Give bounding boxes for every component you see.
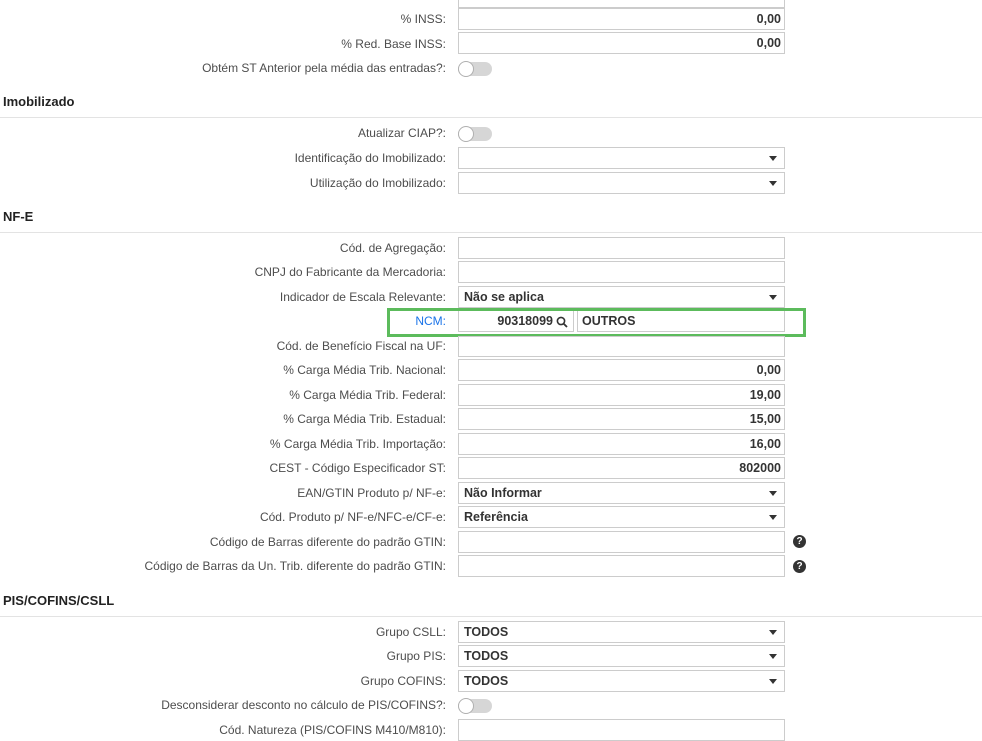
red-base-inss-label: % Red. Base INSS:	[341, 37, 446, 51]
section-pis-cofins-title: PIS/COFINS/CSLL	[3, 593, 115, 608]
chevron-down-icon	[769, 630, 777, 635]
carga-estadual-input[interactable]	[458, 408, 785, 430]
ncm-description-value: OUTROS	[582, 314, 636, 328]
agregacao-label: Cód. de Agregação:	[339, 241, 446, 255]
chevron-down-icon	[769, 491, 777, 496]
cod-produto-select[interactable]	[458, 506, 785, 528]
carga-importacao-label: % Carga Média Trib. Importação:	[269, 437, 446, 451]
chevron-down-icon	[769, 156, 777, 161]
atualizar-ciap-toggle[interactable]	[458, 127, 492, 141]
beneficio-fiscal-input[interactable]	[458, 336, 785, 357]
desconsiderar-desconto-toggle[interactable]	[458, 699, 492, 713]
utilizacao-imobilizado-label: Utilização do Imobilizado:	[309, 176, 446, 190]
cod-produto-label: Cód. Produto p/ NF-e/NFC-e/CF-e:	[259, 510, 446, 524]
ean-gtin-value: Não Informar	[464, 486, 542, 500]
identificacao-imobilizado-select[interactable]	[458, 147, 785, 169]
carga-estadual-label: % Carga Média Trib. Estadual:	[283, 412, 446, 426]
st-anterior-toggle[interactable]	[458, 62, 492, 76]
ncm-link[interactable]: NCM:	[415, 314, 446, 328]
carga-nacional-input[interactable]	[458, 359, 785, 381]
utilizacao-imobilizado-select[interactable]	[458, 172, 785, 194]
red-base-inss-input[interactable]	[458, 32, 785, 54]
help-icon[interactable]: ?	[793, 560, 806, 573]
section-nfe-title: NF-E	[3, 209, 34, 224]
grupo-csll-label: Grupo CSLL:	[375, 625, 446, 639]
inss-value: 0,00	[756, 12, 781, 26]
cest-input[interactable]	[458, 457, 785, 479]
top-partial-field[interactable]	[458, 0, 785, 8]
identificacao-imobilizado-label: Identificação do Imobilizado:	[294, 151, 446, 165]
carga-importacao-value: 16,00	[749, 437, 781, 451]
toggle-knob	[458, 126, 474, 142]
grupo-csll-value: TODOS	[464, 625, 509, 639]
cest-value: 802000	[739, 461, 781, 475]
cnpj-fabricante-label: CNPJ do Fabricante da Mercadoria:	[254, 265, 446, 279]
grupo-pis-value: TODOS	[464, 649, 509, 663]
carga-federal-input[interactable]	[458, 384, 785, 406]
toggle-knob	[458, 698, 474, 714]
section-divider	[0, 117, 982, 118]
section-imobilizado-title: Imobilizado	[3, 94, 75, 109]
beneficio-fiscal-label: Cód. de Benefício Fiscal na UF:	[276, 339, 446, 353]
codigo-barras-label: Código de Barras diferente do padrão GTIN:	[209, 535, 446, 549]
carga-nacional-label: % Carga Média Trib. Nacional:	[283, 363, 446, 377]
ean-gtin-label: EAN/GTIN Produto p/ NF-e:	[297, 486, 446, 500]
red-base-inss-value: 0,00	[756, 36, 781, 50]
ean-gtin-select[interactable]	[458, 482, 785, 504]
atualizar-ciap-label: Atualizar CIAP?:	[357, 126, 446, 140]
st-anterior-label: Obtém ST Anterior pela média das entradas?:	[202, 61, 446, 75]
carga-federal-label: % Carga Média Trib. Federal:	[289, 388, 446, 402]
chevron-down-icon	[769, 654, 777, 659]
chevron-down-icon	[769, 515, 777, 520]
carga-federal-value: 19,00	[749, 388, 781, 402]
grupo-csll-select[interactable]	[458, 621, 785, 643]
grupo-pis-select[interactable]	[458, 645, 785, 667]
agregacao-input[interactable]	[458, 237, 785, 259]
cnpj-fabricante-input[interactable]	[458, 261, 785, 283]
desconsiderar-desconto-label: Desconsiderar desconto no cálculo de PIS/COFINS?:	[161, 698, 446, 712]
carga-importacao-input[interactable]	[458, 433, 785, 455]
cest-label: CEST - Código Especificador ST:	[269, 461, 446, 475]
grupo-cofins-value: TODOS	[464, 674, 509, 688]
natureza-input[interactable]	[458, 719, 785, 741]
section-divider	[0, 616, 982, 617]
help-icon[interactable]: ?	[793, 535, 806, 548]
grupo-cofins-select[interactable]	[458, 670, 785, 692]
natureza-label: Cód. Natureza (PIS/COFINS M410/M810):	[219, 723, 446, 737]
toggle-knob	[458, 61, 474, 77]
carga-nacional-value: 0,00	[756, 363, 781, 377]
chevron-down-icon	[769, 679, 777, 684]
carga-estadual-value: 15,00	[749, 412, 781, 426]
grupo-cofins-label: Grupo COFINS:	[360, 674, 446, 688]
escala-relevante-label: Indicador de Escala Relevante:	[279, 290, 446, 304]
chevron-down-icon	[769, 295, 777, 300]
escala-relevante-value: Não se aplica	[464, 290, 544, 304]
ncm-code-value: 90318099	[497, 314, 553, 328]
chevron-down-icon	[769, 181, 777, 186]
codigo-barras-input[interactable]	[458, 531, 785, 553]
codigo-barras-un-input[interactable]	[458, 555, 785, 577]
cod-produto-value: Referência	[464, 510, 528, 524]
grupo-pis-label: Grupo PIS:	[386, 649, 446, 663]
inss-label: % INSS:	[400, 12, 446, 26]
inss-input[interactable]	[458, 8, 785, 30]
codigo-barras-un-label: Código de Barras da Un. Trib. diferente do padrão GTIN:	[144, 559, 446, 573]
ncm-highlight-box	[387, 308, 806, 337]
escala-relevante-select[interactable]	[458, 286, 785, 308]
section-divider	[0, 232, 982, 233]
